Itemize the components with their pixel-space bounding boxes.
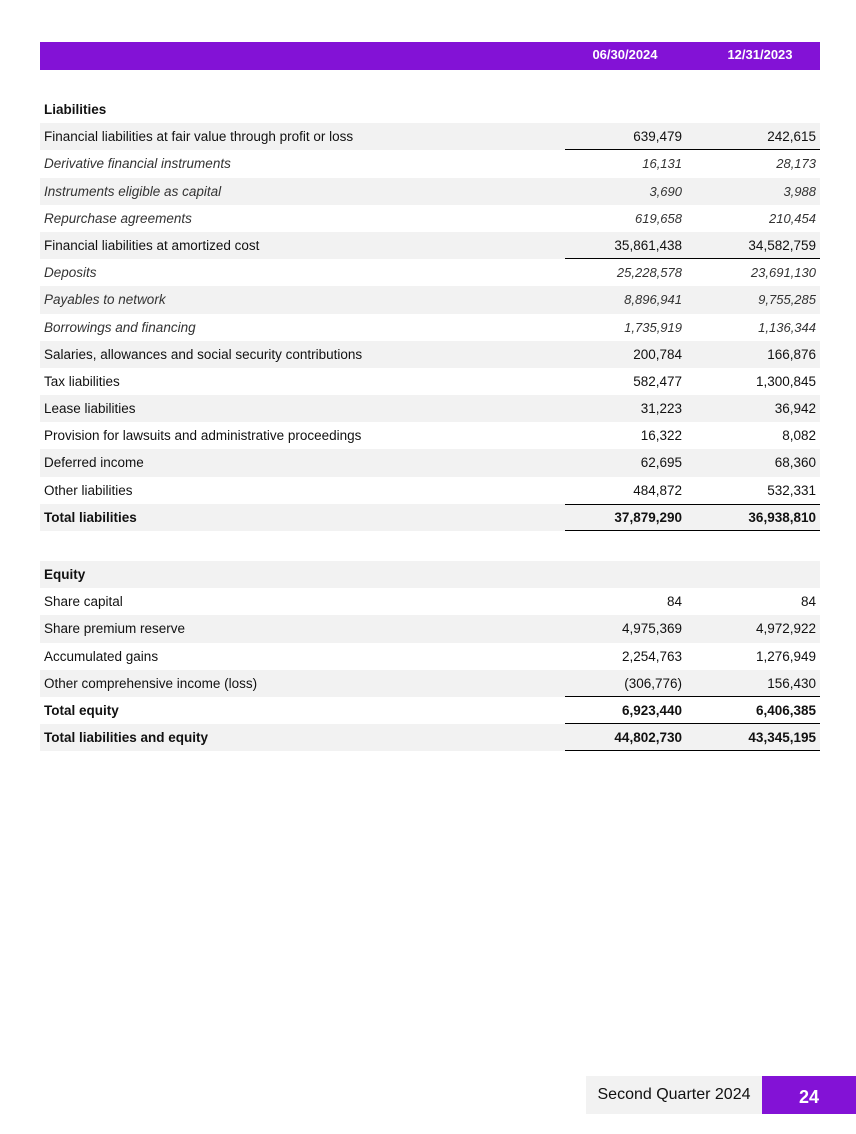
row-label: Total liabilities and equity xyxy=(44,730,209,746)
section-heading-liabilities xyxy=(40,96,820,123)
row-value-prior: 36,938,810 xyxy=(748,509,816,525)
row-label: Other comprehensive income (loss) xyxy=(44,675,258,691)
row-label: Repurchase agreements xyxy=(44,210,192,226)
row-value-current: 4,975,369 xyxy=(621,621,682,637)
row-value-prior: 210,454 xyxy=(769,210,816,226)
table-row xyxy=(40,341,820,368)
row-value-current: 8,896,941 xyxy=(624,292,682,308)
row-value-current: 3,690 xyxy=(649,183,682,199)
row-value-current: 6,923,440 xyxy=(621,702,682,718)
row-value-current: 484,872 xyxy=(633,482,682,498)
row-value-current: 44,802,730 xyxy=(614,730,682,746)
row-value-prior: 84 xyxy=(800,594,816,610)
row-value-prior: 28,173 xyxy=(776,156,816,172)
equity-table xyxy=(40,561,820,751)
section-heading-label: Liabilities xyxy=(44,102,107,117)
column-header-current: 06/30/2024 xyxy=(592,47,658,62)
table-row xyxy=(40,286,820,313)
row-value-prior: 9,755,285 xyxy=(758,292,816,308)
row-value-prior: 156,430 xyxy=(767,675,816,691)
row-value-prior: 4,972,922 xyxy=(755,621,816,637)
row-label: Share premium reserve xyxy=(44,621,186,637)
row-label: Share capital xyxy=(44,594,123,610)
row-value-current: 1,735,919 xyxy=(624,319,682,335)
table-row xyxy=(40,588,820,615)
total-equity-row xyxy=(40,697,820,724)
row-value-current: 2,254,763 xyxy=(621,648,682,664)
page-number: 24 xyxy=(762,1076,856,1114)
liabilities-table xyxy=(40,96,820,531)
row-value-prior: 43,345,195 xyxy=(748,730,816,746)
table-row xyxy=(40,449,820,476)
row-value-current: 37,879,290 xyxy=(614,509,682,525)
row-value-prior: 68,360 xyxy=(774,455,816,471)
column-header-prior: 12/31/2023 xyxy=(727,47,793,62)
row-value-prior: 36,942 xyxy=(774,401,816,417)
row-value-current: 35,861,438 xyxy=(614,237,682,253)
table-row xyxy=(40,615,820,642)
row-value-current: 619,658 xyxy=(635,210,682,226)
table-row xyxy=(40,643,820,670)
table-row xyxy=(40,477,820,504)
row-value-prior: 3,988 xyxy=(783,183,816,199)
row-label: Payables to network xyxy=(44,292,166,308)
row-label: Financial liabilities at fair value through profit or loss xyxy=(44,129,354,145)
row-value-prior: 34,582,759 xyxy=(748,237,816,253)
row-label: Deferred income xyxy=(44,455,144,471)
section-heading-equity xyxy=(40,561,820,588)
row-value-current: 200,784 xyxy=(633,346,682,362)
row-label: Lease liabilities xyxy=(44,401,136,417)
row-value-current: 16,131 xyxy=(642,156,682,172)
table-header xyxy=(40,42,820,70)
row-value-current: (306,776) xyxy=(624,675,682,691)
row-value-prior: 1,300,845 xyxy=(755,373,816,389)
row-value-prior: 6,406,385 xyxy=(755,702,816,718)
table-row xyxy=(40,368,820,395)
row-value-current: 639,479 xyxy=(633,129,682,145)
row-label: Financial liabilities at amortized cost xyxy=(44,237,260,253)
row-value-prior: 23,691,130 xyxy=(750,265,816,281)
row-label: Other liabilities xyxy=(44,482,133,498)
table-row xyxy=(40,123,820,150)
row-label: Total equity xyxy=(44,702,119,718)
row-value-current: 25,228,578 xyxy=(616,265,682,281)
table-row xyxy=(40,232,820,259)
table-row xyxy=(40,150,820,177)
section-heading-label: Equity xyxy=(44,567,86,582)
row-value-prior: 532,331 xyxy=(767,482,816,498)
row-label: Tax liabilities xyxy=(44,373,120,389)
table-row xyxy=(40,205,820,232)
table-row xyxy=(40,178,820,205)
total-liabilities-and-equity-row xyxy=(40,724,820,751)
row-label: Instruments eligible as capital xyxy=(44,183,222,199)
row-value-current: 31,223 xyxy=(640,401,682,417)
total-liabilities-row xyxy=(40,504,820,531)
row-value-current: 16,322 xyxy=(640,428,682,444)
row-value-prior: 1,276,949 xyxy=(755,648,816,664)
row-label: Accumulated gains xyxy=(44,648,159,664)
row-value-current: 582,477 xyxy=(633,373,682,389)
row-label: Total liabilities xyxy=(44,509,137,525)
row-value-prior: 242,615 xyxy=(767,129,816,145)
row-label: Provision for lawsuits and administrative proceedings xyxy=(44,428,362,444)
table-row xyxy=(40,314,820,341)
row-label: Borrowings and financing xyxy=(44,319,196,335)
row-value-prior: 8,082 xyxy=(782,428,816,444)
table-row xyxy=(40,670,820,697)
row-value-current: 62,695 xyxy=(640,455,682,471)
row-label: Deposits xyxy=(44,265,97,281)
table-row xyxy=(40,395,820,422)
row-value-prior: 166,876 xyxy=(767,346,816,362)
row-value-current: 84 xyxy=(666,594,682,610)
row-value-prior: 1,136,344 xyxy=(758,319,816,335)
row-label: Derivative financial instruments xyxy=(44,156,231,172)
footer-report-period: Second Quarter 2024 xyxy=(586,1076,762,1114)
table-row xyxy=(40,259,820,286)
row-label: Salaries, allowances and social security contributions xyxy=(44,346,363,362)
table-row xyxy=(40,422,820,449)
